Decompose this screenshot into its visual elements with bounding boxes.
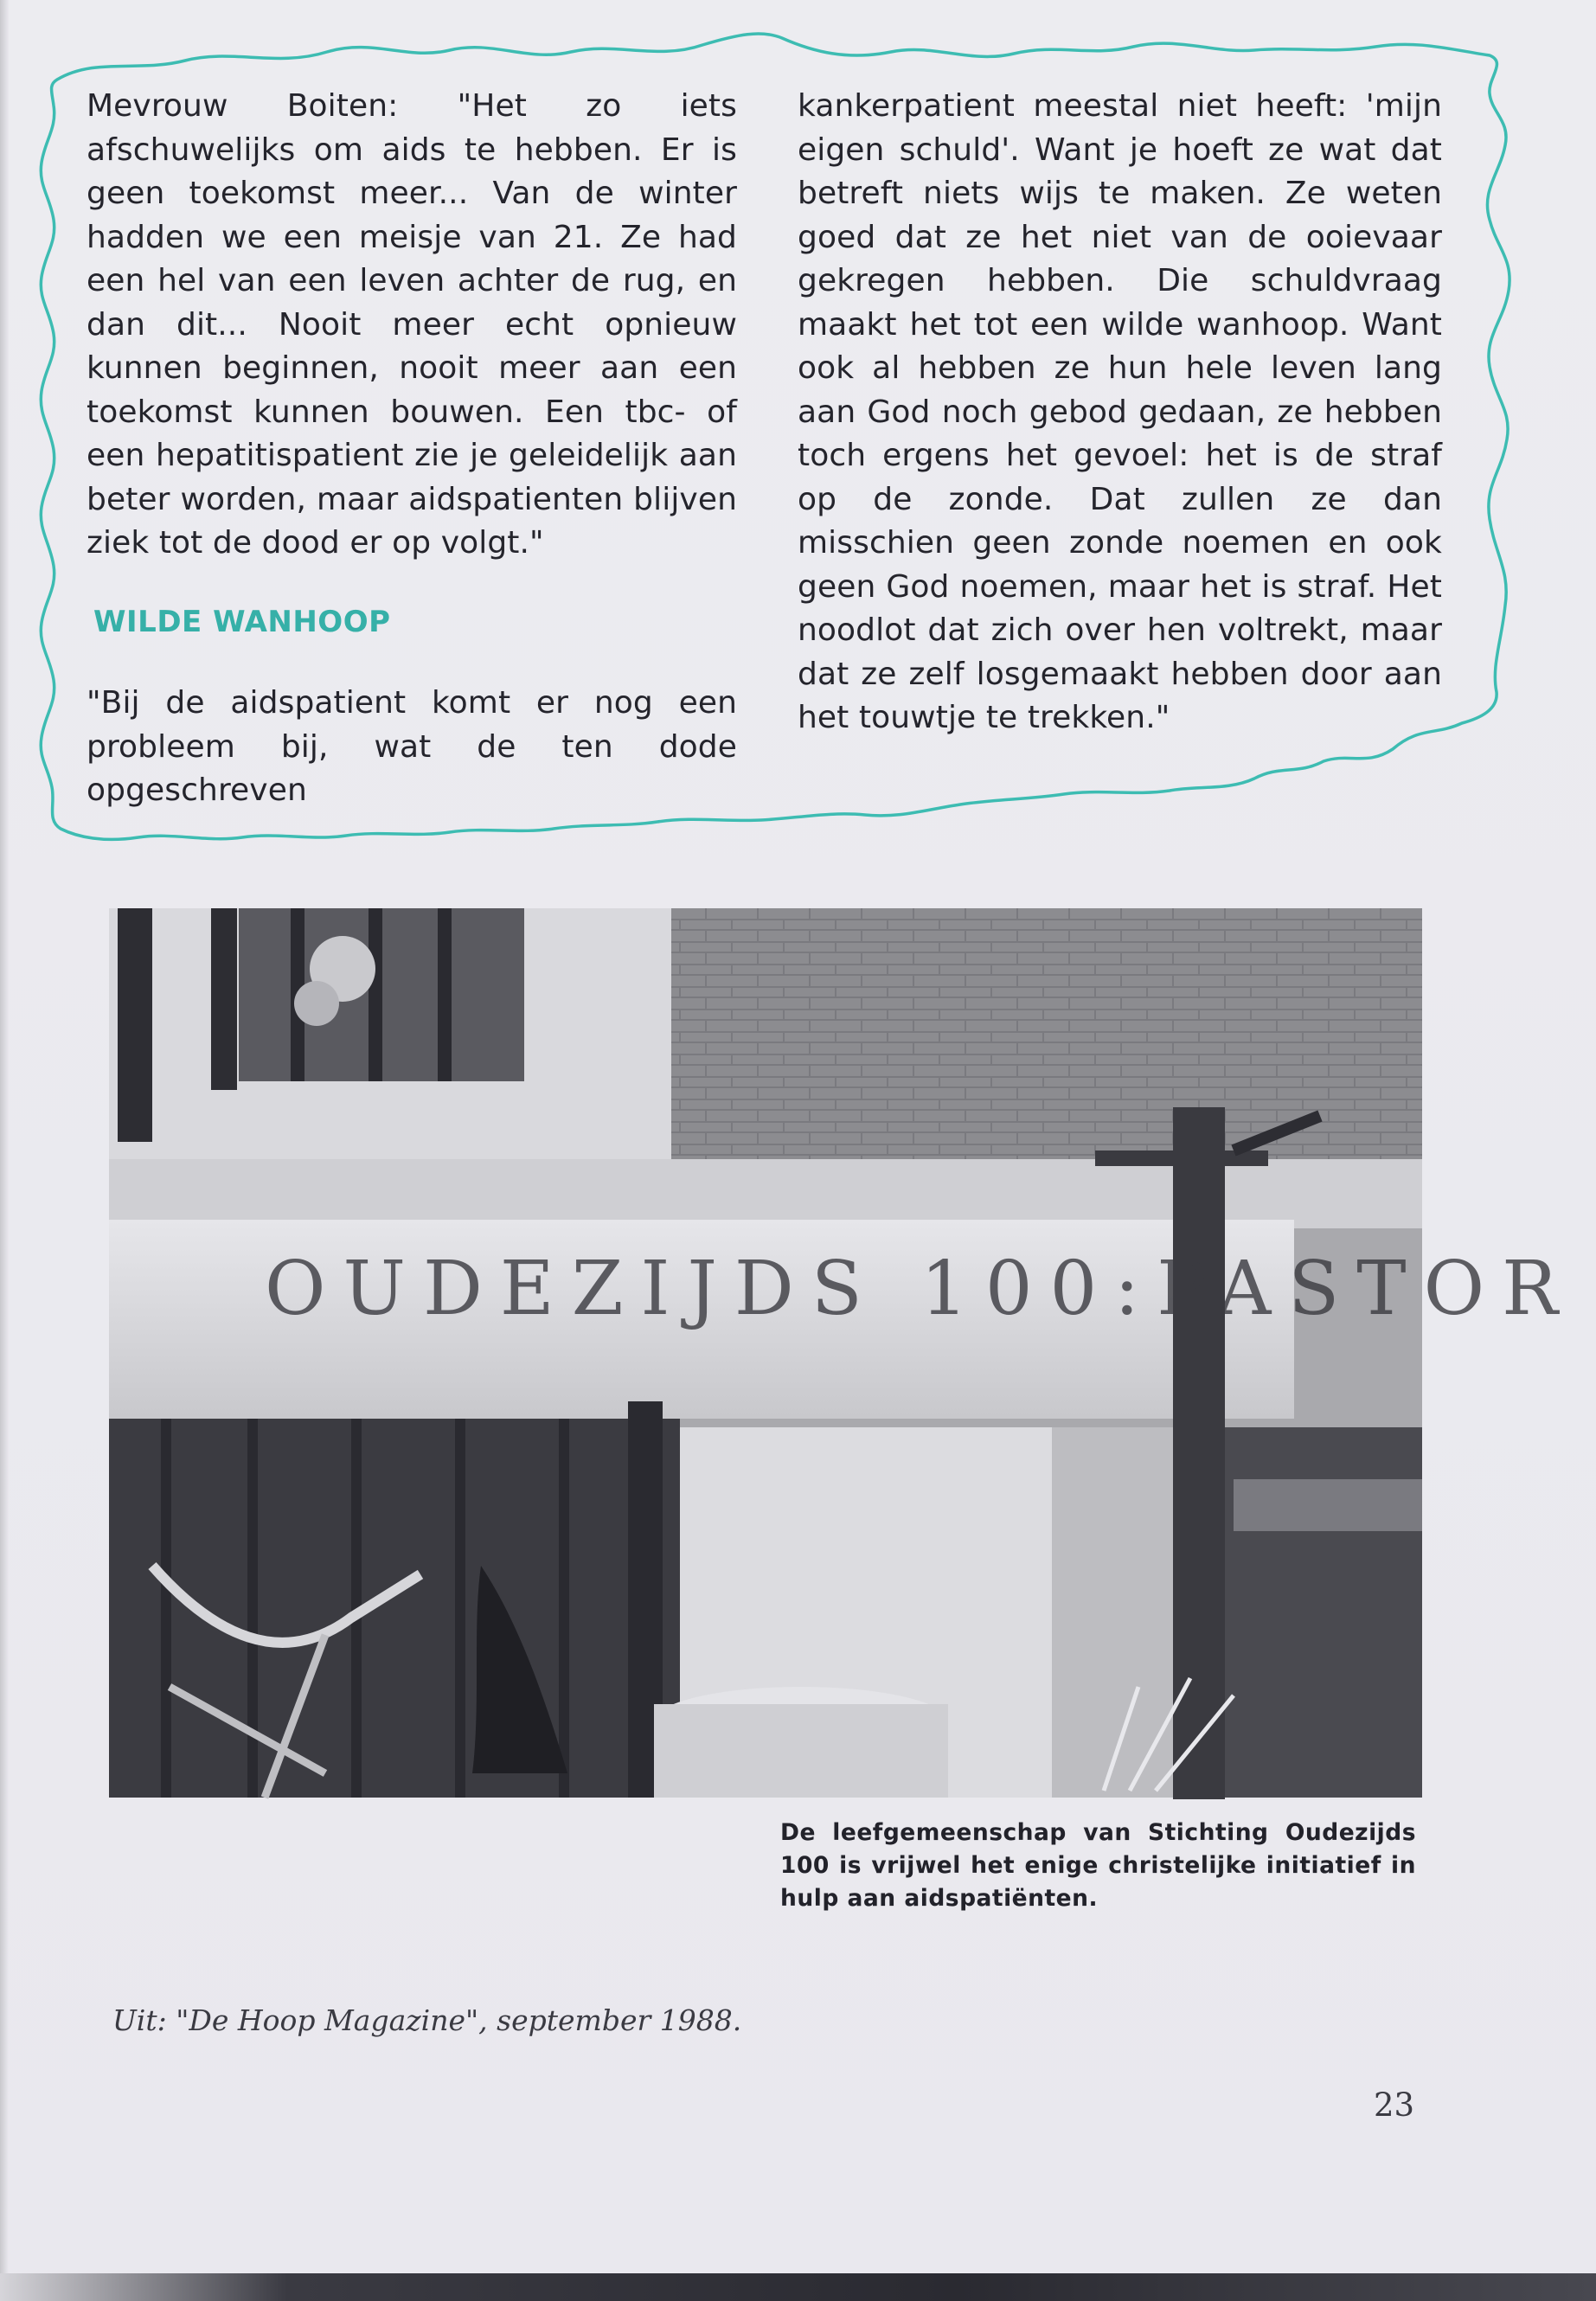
building-photo [109, 908, 1575, 1798]
article-right-column [798, 85, 1442, 740]
section-subheading: WILDE WANHOOP [93, 604, 391, 639]
article-paragraph: "Bij de aidspatient komt er nog een probleem bij, wat de ten dode opgeschreven [87, 685, 737, 808]
scan-bottom-edge [0, 2273, 1596, 2301]
page-number: 23 [1374, 2086, 1415, 2124]
article-paragraph: kankerpatient meestal niet heeft: 'mijn eigen schuld'. Want je hoeft ze wat dat betreft niets wijs te maken. Ze weten goed dat ze het niet van de ooievaar gekregen hebben. Die schuldvraag maakt het tot een wilde wanhoop. Want ook al hebben ze hun hele leven lang aan God noch gebod gedaan, ze hebben toch ergens het gevoel: het is de straf op de zonde. Dat zullen ze dan misschien geen zonde noemen en ook geen God noemen, maar het is straf. Het noodlot dat zich over hen voltrekt, maar dat ze zelf losgemaakt hebben door aan het touwtje te trekken." [798, 88, 1442, 735]
source-citation: Uit: "De Hoop Magazine", september 1988. [112, 2003, 742, 2037]
sign-lettering: OUDEZIJDS 100:PASTOR [265, 1246, 1575, 1332]
article-paragraph: Mevrouw Boiten: "Het zo iets afschuwelijks om aids te hebben. Er is geen toekomst meer... Van de winter hadden we een meisje van 21. Ze had een hel van een leven achter de rug, en dan dit... Nooit meer echt opnieuw kunnen beginnen, nooit meer aan een toekomst kunnen bouwen. Een tbc- of een hepatitispatient zie je geleidelijk aan beter worden, maar aidspatienten blijven ziek tot de dood er op volgt." [87, 88, 737, 561]
photo-caption: De leefgemeenschap van Stichting Oudezijds 100 is vrijwel het enige christelijke initiatief in hulp aan aidspatiënten. [780, 1819, 1416, 1912]
article-left-column [87, 85, 737, 813]
photo-scene [109, 908, 1575, 1798]
